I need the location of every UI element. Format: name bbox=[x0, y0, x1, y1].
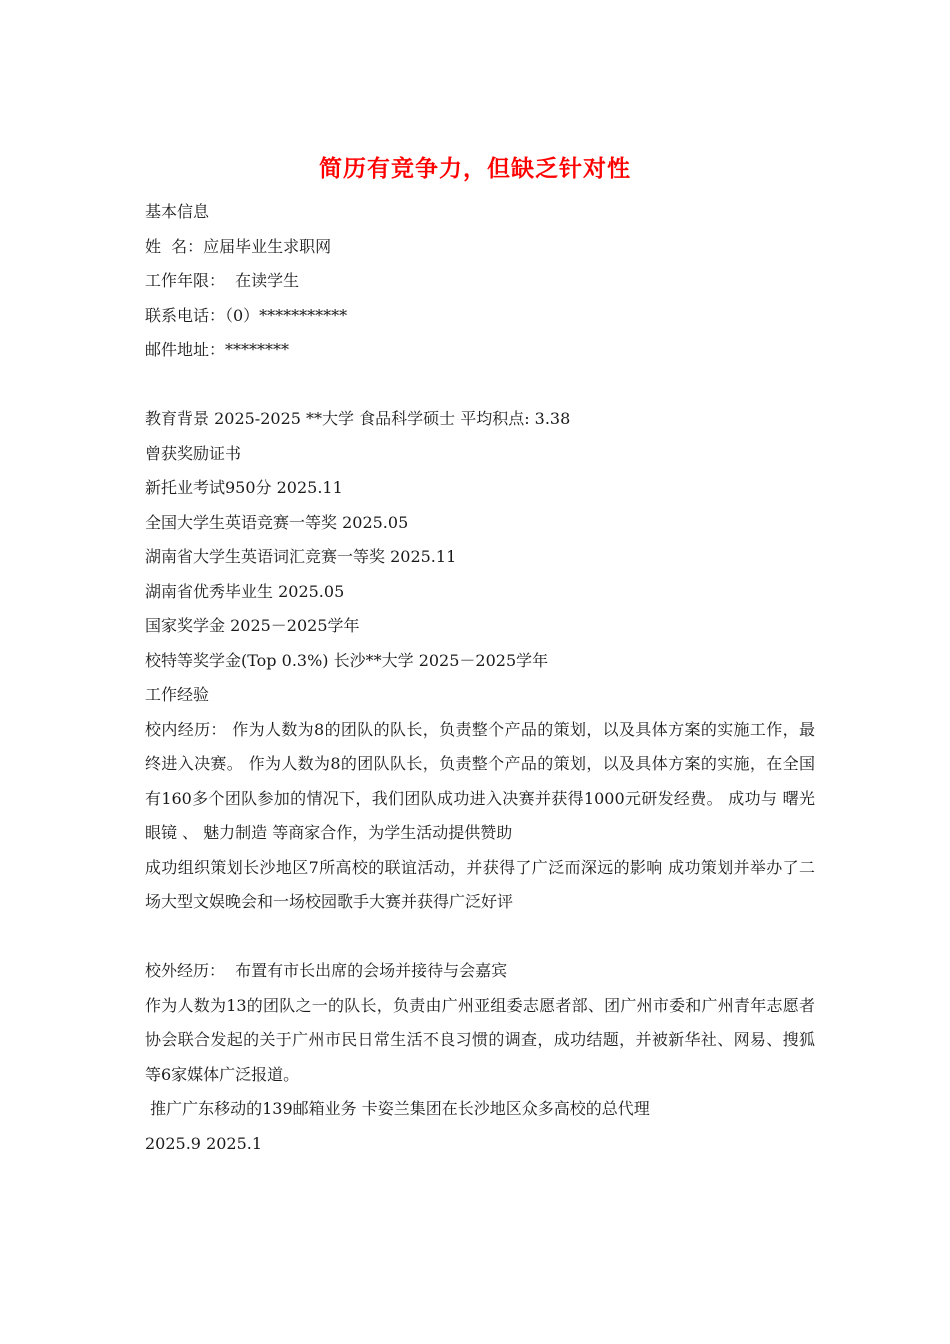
phone-line: 联系电话：（0）*********** bbox=[145, 305, 348, 325]
spacer bbox=[145, 920, 815, 955]
awards-heading: 曾获奖励证书 bbox=[145, 443, 242, 463]
award-item: 全国大学生英语竞赛一等奖 2025.05 bbox=[145, 512, 409, 532]
basic-info-heading: 基本信息 bbox=[145, 202, 210, 221]
external-experience-line: 校外经历： 布置有市长出席的会场并接待与会嘉宾 bbox=[145, 961, 508, 980]
campus-experience-paragraph-2: 成功组织策划长沙地区7所高校的联谊活动，并获得了广泛而深远的影响 成功策划并举办了二场大型文娱晚会和一场校园歌手大赛并获得广泛好评 bbox=[145, 857, 815, 911]
award-item: 新托业考试950分 2025.11 bbox=[145, 478, 343, 497]
name-line: 姓 名：应届毕业生求职网 bbox=[145, 236, 332, 256]
promotion-line: 推广广东移动的139邮箱业务 卡姿兰集团在长沙地区众多高校的总代理 bbox=[145, 1099, 650, 1118]
education-line: 教育背景 2025-2025 **大学 食品科学硕士 平均积点: 3.38 bbox=[145, 409, 571, 428]
years-line: 工作年限： 在读学生 bbox=[145, 271, 300, 290]
external-experience-paragraph: 作为人数为13的团队之一的队长，负责由广州亚组委志愿者部、团广州市委和广州青年志愿者协会联合发起的关于广州市民日常生活不良习惯的调查，成功结题，并被新华社、网易、搜狐等6家媒体广泛报道。 bbox=[145, 995, 815, 1084]
dates-line: 2025.9 2025.1 bbox=[145, 1133, 263, 1153]
award-item: 湖南省优秀毕业生 2025.05 bbox=[145, 581, 345, 601]
email-line: 邮件地址：******** bbox=[145, 340, 290, 359]
award-item: 湖南省大学生英语词汇竞赛一等奖 2025.11 bbox=[145, 547, 457, 566]
award-item: 校特等奖学金(Top 0.3%) 长沙**大学 2025－2025学年 bbox=[145, 650, 549, 670]
campus-experience-paragraph: 校内经历： 作为人数为8的团队的队长，负责整个产品的策划，以及具体方案的实施工作，最终进入决赛。 作为人数为8的团队队长，负责整个产品的策划，以及具体方案的实施，在全国有160多个团队参加的情况下，我们团队成功进入决赛并获得1000元研发经费。 成功与 曙光眼镜 、 魅力制造 等商家合作，为学生活动提供赞助 bbox=[145, 719, 815, 842]
award-item: 国家奖学金 2025－2025学年 bbox=[145, 616, 360, 635]
page-title: 简历有竞争力，但缺乏针对性 bbox=[319, 156, 631, 182]
resume-content bbox=[145, 195, 815, 1161]
work-heading: 工作经验 bbox=[145, 685, 210, 704]
spacer bbox=[145, 368, 815, 403]
